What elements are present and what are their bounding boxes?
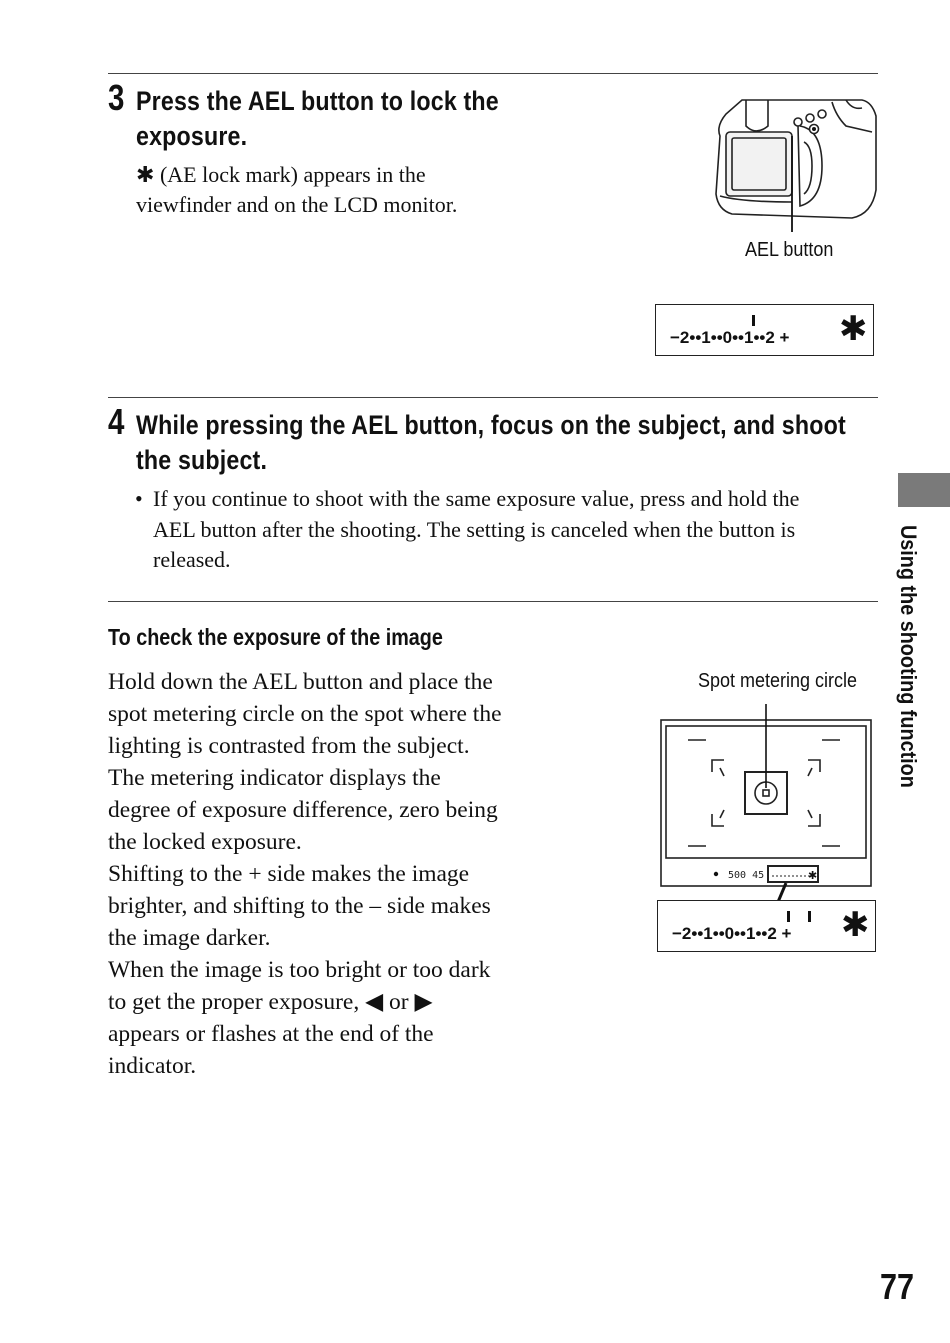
step-3-description-text: (AE lock mark) appears in the (154, 162, 426, 187)
camera-illustration (712, 96, 880, 232)
body-line: indicator. (108, 1053, 197, 1079)
metering-indicator-locked (655, 304, 874, 356)
meter-center-tick (752, 315, 755, 326)
ae-lock-mark-icon: ✱ (136, 163, 155, 188)
step-3-title-line-2: exposure. (136, 121, 248, 151)
ael-button-label: AEL button (745, 239, 834, 261)
check-exposure-heading: To check the exposure of the image (108, 624, 443, 650)
body-line: lighting is contrasted from the subject. (108, 733, 470, 759)
step-3-title-line-1: Press the AEL button to lock the (136, 86, 499, 116)
metering-indicator-shifted (657, 900, 876, 952)
step-4-title-line-1: While pressing the AEL button, focus on the subject, and shoot (136, 410, 846, 440)
ae-lock-star-icon: ✱ (839, 309, 868, 349)
body-line: the locked exposure. (108, 829, 302, 855)
body-line: spot metering circle on the spot where the (108, 701, 502, 727)
body-line: the image darker. (108, 925, 271, 951)
page-number: 77 (879, 1266, 914, 1307)
body-line: When the image is too bright or too dark (108, 957, 491, 983)
step-3-description-line-2: viewfinder and on the LCD monitor. (136, 192, 458, 217)
meter-scale: −2••1••0••1••2 + (672, 924, 792, 943)
meter-center-tick (787, 911, 790, 922)
meter-shift-tick (808, 911, 811, 922)
body-line: degree of exposure difference, zero being (108, 797, 498, 823)
body-line: to get the proper exposure, ◀ or ▶ (108, 989, 433, 1015)
body-line: brighter, and shifting to the – side makes (108, 893, 491, 919)
step-4-note-line-1: If you continue to shoot with the same exposure value, press and hold the (153, 486, 800, 511)
meter-scale: −2••1••0••1••2 + (670, 328, 790, 347)
step-4-note-line-2: AEL button after the shooting. The setting is canceled when the button is (153, 517, 796, 542)
top-rule (108, 73, 878, 74)
step-4-note-line-3: released. (153, 547, 231, 572)
step-4-bullet: • (135, 486, 143, 511)
body-line: The metering indicator displays the (108, 765, 441, 791)
check-exposure-body (108, 666, 548, 1082)
ae-lock-star-icon: ✱ (841, 905, 870, 945)
step-4-title-line-2: the subject. (136, 445, 268, 475)
step-4-number: 4 (108, 401, 125, 442)
spot-metering-circle-label: Spot metering circle (698, 670, 858, 692)
body-line: Hold down the AEL button and place the (108, 669, 493, 695)
viewfinder-readout: 500 45 (728, 870, 765, 881)
viewfinder-star-icon: ✱ (808, 869, 818, 882)
section-tab-marker (898, 473, 950, 507)
step-3-description-line-1 (136, 160, 426, 191)
body-line: appears or flashes at the end of the (108, 1021, 434, 1047)
check-section-rule (108, 601, 878, 602)
section-side-label: Using the shooting function (896, 525, 921, 788)
step-3-number: 3 (108, 77, 125, 118)
body-line: Shifting to the + side makes the image (108, 861, 470, 887)
step-4-rule (108, 397, 878, 398)
